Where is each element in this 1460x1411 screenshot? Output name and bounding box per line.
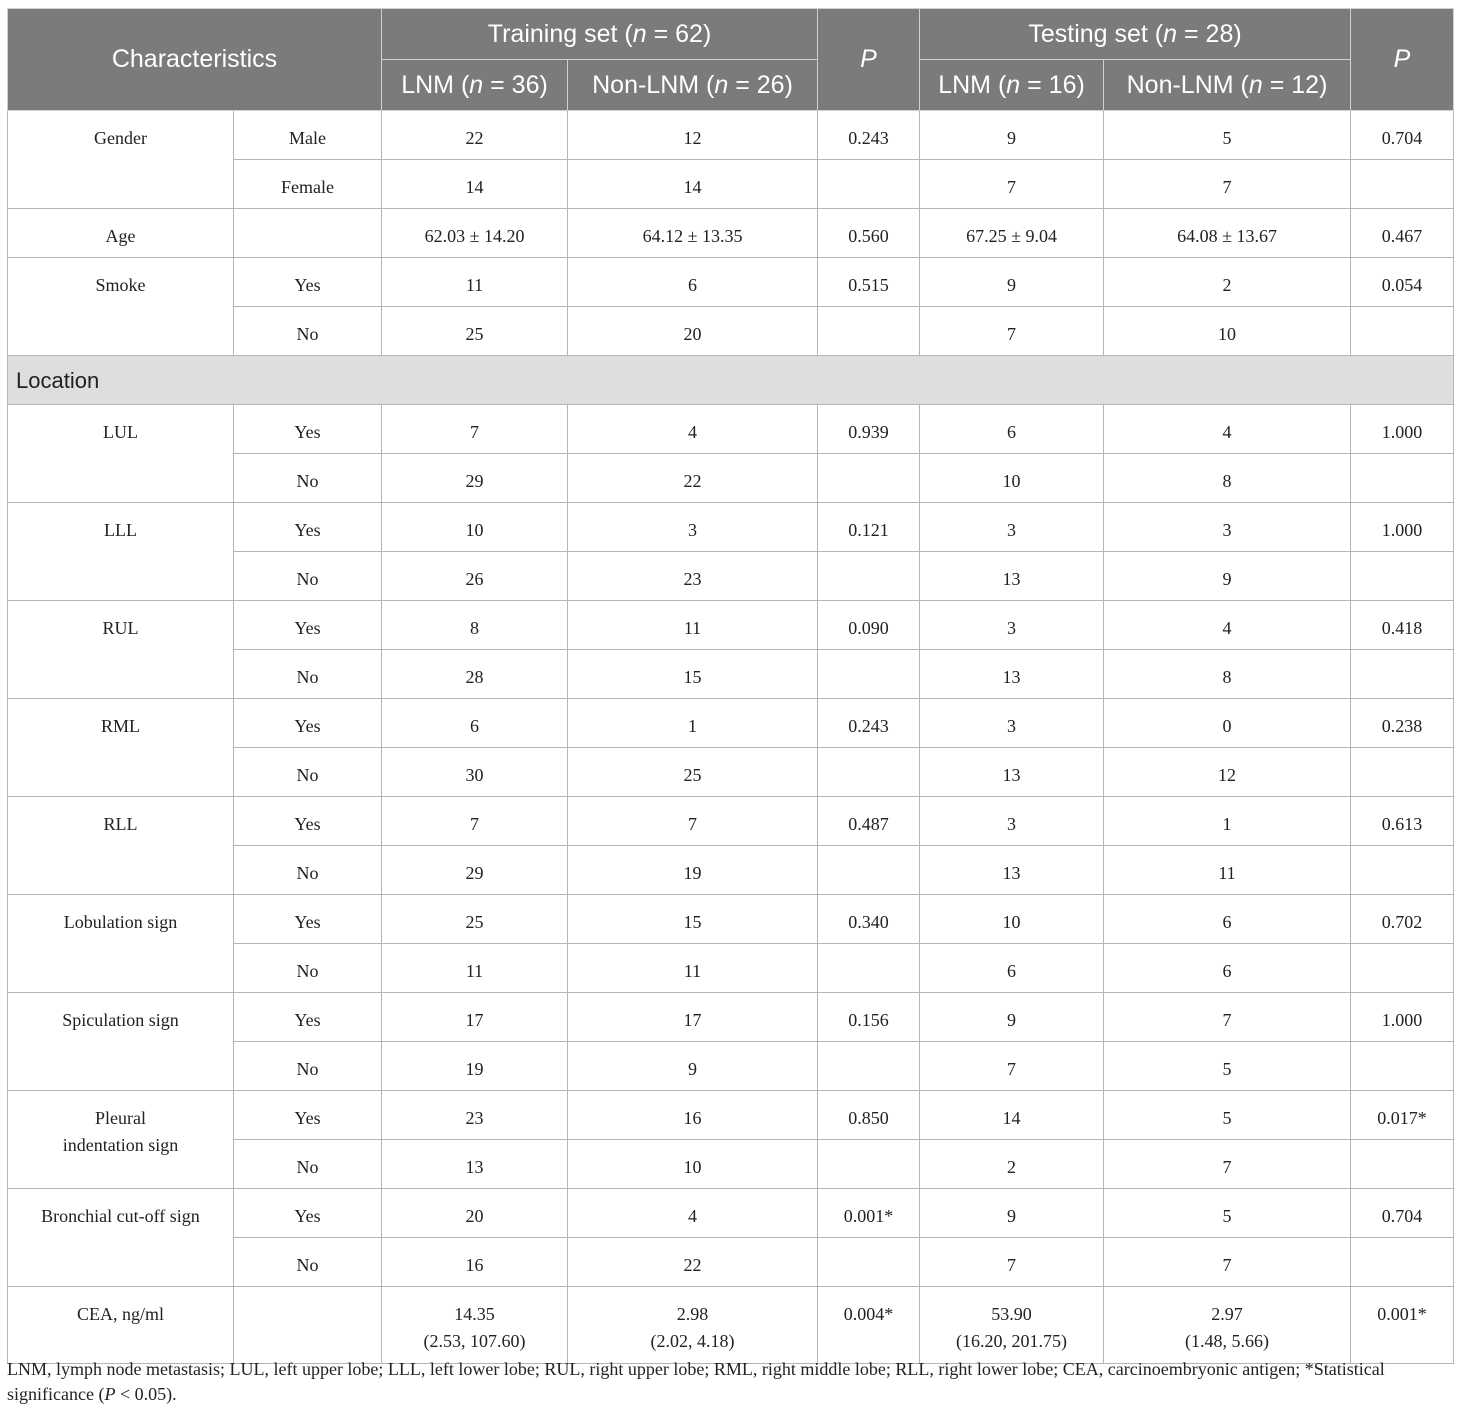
table-cell: Yes bbox=[234, 1189, 382, 1238]
header-row-1 bbox=[8, 9, 1454, 60]
table-cell: 29 bbox=[382, 454, 568, 503]
table-row bbox=[8, 895, 1454, 944]
table-cell: 17 bbox=[382, 993, 568, 1042]
table-cell: No bbox=[234, 307, 382, 356]
table-cell: 1.000 bbox=[1351, 993, 1454, 1042]
table-cell: 14 bbox=[382, 160, 568, 209]
table-cell: 13 bbox=[920, 650, 1104, 699]
table-row bbox=[8, 699, 1454, 748]
row-label-rll: RLL bbox=[8, 797, 234, 895]
table-cell: 7 bbox=[1104, 1140, 1351, 1189]
table-cell: 13 bbox=[920, 846, 1104, 895]
table-cell: 23 bbox=[382, 1091, 568, 1140]
table-cell: 17 bbox=[568, 993, 818, 1042]
table-cell: Yes bbox=[234, 895, 382, 944]
table-cell bbox=[818, 552, 920, 601]
table-row bbox=[8, 601, 1454, 650]
table-cell bbox=[818, 1042, 920, 1091]
table-cell: 3 bbox=[920, 797, 1104, 846]
row-label-pleural: Pleural indentation sign bbox=[8, 1091, 234, 1189]
table-cell: 3 bbox=[920, 503, 1104, 552]
table-cell: 6 bbox=[382, 699, 568, 748]
table-cell: 15 bbox=[568, 650, 818, 699]
row-label-lll: LLL bbox=[8, 503, 234, 601]
table-cell: 64.08 ± 13.67 bbox=[1104, 209, 1351, 258]
header-characteristics: Characteristics bbox=[8, 9, 382, 111]
table-cell: 5 bbox=[1104, 1189, 1351, 1238]
table-cell: 12 bbox=[568, 111, 818, 160]
table-cell: Yes bbox=[234, 797, 382, 846]
row-label-rul: RUL bbox=[8, 601, 234, 699]
header-testing-set: Testing set (n = 28) bbox=[920, 9, 1351, 60]
table-cell: 7 bbox=[1104, 160, 1351, 209]
table-cell: 0.613 bbox=[1351, 797, 1454, 846]
table-cell: 0.243 bbox=[818, 111, 920, 160]
header-lnm-training: LNM (n = 36) bbox=[382, 60, 568, 111]
table-cell: 8 bbox=[1104, 454, 1351, 503]
row-label-smoke: Smoke bbox=[8, 258, 234, 356]
table-cell: 6 bbox=[1104, 944, 1351, 993]
table-cell: 0.467 bbox=[1351, 209, 1454, 258]
characteristics-table bbox=[7, 8, 1454, 1364]
table-cell bbox=[818, 1140, 920, 1189]
row-label-cea: CEA, ng/ml bbox=[8, 1287, 234, 1364]
table-cell: 0.704 bbox=[1351, 111, 1454, 160]
table-cell bbox=[818, 650, 920, 699]
table-cell: No bbox=[234, 748, 382, 797]
row-label-age: Age bbox=[8, 209, 234, 258]
table-cell: 0.054 bbox=[1351, 258, 1454, 307]
table-cell: 13 bbox=[920, 552, 1104, 601]
table-cell: 11 bbox=[1104, 846, 1351, 895]
table-cell: 53.90 (16.20, 201.75) bbox=[920, 1287, 1104, 1364]
table-cell bbox=[818, 748, 920, 797]
table-cell: 11 bbox=[568, 944, 818, 993]
table-cell: 7 bbox=[382, 797, 568, 846]
table-cell: 2.98 (2.02, 4.18) bbox=[568, 1287, 818, 1364]
table-cell: 22 bbox=[568, 1238, 818, 1287]
header-training-set: Training set (n = 62) bbox=[382, 9, 818, 60]
table-cell: 10 bbox=[1104, 307, 1351, 356]
table-cell: 11 bbox=[382, 944, 568, 993]
header-nonlnm-testing: Non-LNM (n = 12) bbox=[1104, 60, 1351, 111]
table-cell: 3 bbox=[920, 601, 1104, 650]
table-cell: 16 bbox=[568, 1091, 818, 1140]
table-cell: 30 bbox=[382, 748, 568, 797]
table-cell: No bbox=[234, 944, 382, 993]
table-cell: 0.156 bbox=[818, 993, 920, 1042]
table-cell: 2 bbox=[920, 1140, 1104, 1189]
table-cell: 25 bbox=[568, 748, 818, 797]
table-cell: 0.004* bbox=[818, 1287, 920, 1364]
table-cell: 1.000 bbox=[1351, 405, 1454, 454]
table-cell: No bbox=[234, 1140, 382, 1189]
row-label-spiculation: Spiculation sign bbox=[8, 993, 234, 1091]
table-cell: No bbox=[234, 1238, 382, 1287]
table-cell: 9 bbox=[920, 993, 1104, 1042]
table-cell: 0.017* bbox=[1351, 1091, 1454, 1140]
table-cell: 0.243 bbox=[818, 699, 920, 748]
table-cell bbox=[1351, 1140, 1454, 1189]
table-cell bbox=[818, 1238, 920, 1287]
table-cell: Female bbox=[234, 160, 382, 209]
table-cell: 19 bbox=[568, 846, 818, 895]
table-cell: 5 bbox=[1104, 1091, 1351, 1140]
table-cell: 1 bbox=[1104, 797, 1351, 846]
table-cell: 62.03 ± 14.20 bbox=[382, 209, 568, 258]
table-row bbox=[8, 209, 1454, 258]
table-cell: 9 bbox=[920, 111, 1104, 160]
table-cell: 9 bbox=[568, 1042, 818, 1091]
table-cell: Yes bbox=[234, 405, 382, 454]
table-cell: 20 bbox=[568, 307, 818, 356]
table-cell bbox=[818, 944, 920, 993]
table-cell: 14.35 (2.53, 107.60) bbox=[382, 1287, 568, 1364]
table-cell: 6 bbox=[568, 258, 818, 307]
table-cell bbox=[1351, 1042, 1454, 1091]
table-cell: No bbox=[234, 846, 382, 895]
table-cell bbox=[818, 454, 920, 503]
table-row bbox=[8, 1189, 1454, 1238]
table-cell bbox=[1351, 650, 1454, 699]
table-cell: 4 bbox=[1104, 405, 1351, 454]
table-cell: 0.121 bbox=[818, 503, 920, 552]
table-cell: No bbox=[234, 1042, 382, 1091]
table-cell: 5 bbox=[1104, 1042, 1351, 1091]
table-cell: 0.702 bbox=[1351, 895, 1454, 944]
section-row-location bbox=[8, 356, 1454, 405]
table-cell: 64.12 ± 13.35 bbox=[568, 209, 818, 258]
table-cell: No bbox=[234, 552, 382, 601]
table-cell: 0.560 bbox=[818, 209, 920, 258]
table-cell: 4 bbox=[568, 1189, 818, 1238]
table-cell: 2.97 (1.48, 5.66) bbox=[1104, 1287, 1351, 1364]
table-row bbox=[8, 258, 1454, 307]
table-cell: 67.25 ± 9.04 bbox=[920, 209, 1104, 258]
section-label-location: Location bbox=[8, 356, 1454, 405]
table-cell: 0.850 bbox=[818, 1091, 920, 1140]
table-cell: 20 bbox=[382, 1189, 568, 1238]
table-cell: 0.515 bbox=[818, 258, 920, 307]
table-cell: 12 bbox=[1104, 748, 1351, 797]
table-cell: 0.939 bbox=[818, 405, 920, 454]
table-cell: 0.001* bbox=[1351, 1287, 1454, 1364]
table-cell: 11 bbox=[382, 258, 568, 307]
table-cell: 0.704 bbox=[1351, 1189, 1454, 1238]
table-cell: 9 bbox=[920, 1189, 1104, 1238]
table-cell: 22 bbox=[382, 111, 568, 160]
table-cell: 7 bbox=[920, 160, 1104, 209]
table-cell: 13 bbox=[920, 748, 1104, 797]
table-cell: 28 bbox=[382, 650, 568, 699]
table-cell: 14 bbox=[568, 160, 818, 209]
table-cell: 1 bbox=[568, 699, 818, 748]
table-cell bbox=[818, 160, 920, 209]
table-cell: Male bbox=[234, 111, 382, 160]
table-cell bbox=[1351, 552, 1454, 601]
table-cell: 11 bbox=[568, 601, 818, 650]
table-row bbox=[8, 797, 1454, 846]
table-cell: 6 bbox=[920, 944, 1104, 993]
table-footnote: LNM, lymph node metastasis; LUL, left upper lobe; LLL, left lower lobe; RUL, right upper lobe; RML, right middle lobe; RLL, right lower lobe; CEA, carcinoembryonic antigen; *Statistical significance (P < 0.05). bbox=[7, 1359, 1385, 1404]
table-cell: 0.487 bbox=[818, 797, 920, 846]
table-cell: 4 bbox=[568, 405, 818, 454]
table-cell: 7 bbox=[568, 797, 818, 846]
row-label-bronchial: Bronchial cut-off sign bbox=[8, 1189, 234, 1287]
table-cell: 6 bbox=[1104, 895, 1351, 944]
table-cell: Yes bbox=[234, 1091, 382, 1140]
table-cell: 7 bbox=[920, 307, 1104, 356]
table-cell: 0.418 bbox=[1351, 601, 1454, 650]
table-cell: No bbox=[234, 454, 382, 503]
table-cell: 15 bbox=[568, 895, 818, 944]
table-cell: 10 bbox=[920, 895, 1104, 944]
row-label-rml: RML bbox=[8, 699, 234, 797]
table-cell: Yes bbox=[234, 503, 382, 552]
table-cell: 25 bbox=[382, 895, 568, 944]
table-cell: 3 bbox=[1104, 503, 1351, 552]
header-nonlnm-training: Non-LNM (n = 26) bbox=[568, 60, 818, 111]
table-cell bbox=[1351, 454, 1454, 503]
table-cell: 0.001* bbox=[818, 1189, 920, 1238]
table-row bbox=[8, 503, 1454, 552]
table-cell: 7 bbox=[1104, 1238, 1351, 1287]
table-cell: 22 bbox=[568, 454, 818, 503]
table-cell: Yes bbox=[234, 699, 382, 748]
table-cell: 3 bbox=[920, 699, 1104, 748]
header-p-training: P bbox=[818, 9, 920, 111]
table-cell: 23 bbox=[568, 552, 818, 601]
row-label-gender: Gender bbox=[8, 111, 234, 209]
characteristics-table-container bbox=[7, 8, 1453, 1364]
header-lnm-testing: LNM (n = 16) bbox=[920, 60, 1104, 111]
table-cell: 13 bbox=[382, 1140, 568, 1189]
table-cell: Yes bbox=[234, 258, 382, 307]
table-cell: 6 bbox=[920, 405, 1104, 454]
table-cell: 0.238 bbox=[1351, 699, 1454, 748]
table-cell bbox=[1351, 748, 1454, 797]
table-cell bbox=[234, 209, 382, 258]
table-cell bbox=[1351, 944, 1454, 993]
table-row bbox=[8, 1091, 1454, 1140]
table-cell: 26 bbox=[382, 552, 568, 601]
table-row bbox=[8, 1287, 1454, 1364]
table-cell: 10 bbox=[920, 454, 1104, 503]
table-cell: 4 bbox=[1104, 601, 1351, 650]
table-cell: 0 bbox=[1104, 699, 1351, 748]
table-cell: 10 bbox=[382, 503, 568, 552]
table-cell: 7 bbox=[382, 405, 568, 454]
table-cell: 2 bbox=[1104, 258, 1351, 307]
table-cell bbox=[234, 1287, 382, 1364]
table-cell: 5 bbox=[1104, 111, 1351, 160]
table-row bbox=[8, 993, 1454, 1042]
table-cell: 9 bbox=[1104, 552, 1351, 601]
table-cell: 7 bbox=[1104, 993, 1351, 1042]
header-p-testing: P bbox=[1351, 9, 1454, 111]
table-cell: 7 bbox=[920, 1238, 1104, 1287]
table-cell: 10 bbox=[568, 1140, 818, 1189]
row-label-lobulation: Lobulation sign bbox=[8, 895, 234, 993]
table-cell: 14 bbox=[920, 1091, 1104, 1140]
table-cell bbox=[818, 846, 920, 895]
row-label-lul: LUL bbox=[8, 405, 234, 503]
table-cell: 0.340 bbox=[818, 895, 920, 944]
table-cell: No bbox=[234, 650, 382, 699]
table-cell: 9 bbox=[920, 258, 1104, 307]
table-cell: 19 bbox=[382, 1042, 568, 1091]
table-cell: 1.000 bbox=[1351, 503, 1454, 552]
table-cell: 29 bbox=[382, 846, 568, 895]
table-cell: 7 bbox=[920, 1042, 1104, 1091]
table-cell: 8 bbox=[382, 601, 568, 650]
table-cell bbox=[1351, 307, 1454, 356]
table-cell bbox=[1351, 160, 1454, 209]
table-cell bbox=[818, 307, 920, 356]
table-row bbox=[8, 405, 1454, 454]
table-cell: 16 bbox=[382, 1238, 568, 1287]
table-row bbox=[8, 111, 1454, 160]
table-cell bbox=[1351, 1238, 1454, 1287]
table-cell: 3 bbox=[568, 503, 818, 552]
table-cell: 0.090 bbox=[818, 601, 920, 650]
table-cell: 25 bbox=[382, 307, 568, 356]
table-cell: 8 bbox=[1104, 650, 1351, 699]
table-cell: Yes bbox=[234, 993, 382, 1042]
table-cell bbox=[1351, 846, 1454, 895]
table-cell: Yes bbox=[234, 601, 382, 650]
